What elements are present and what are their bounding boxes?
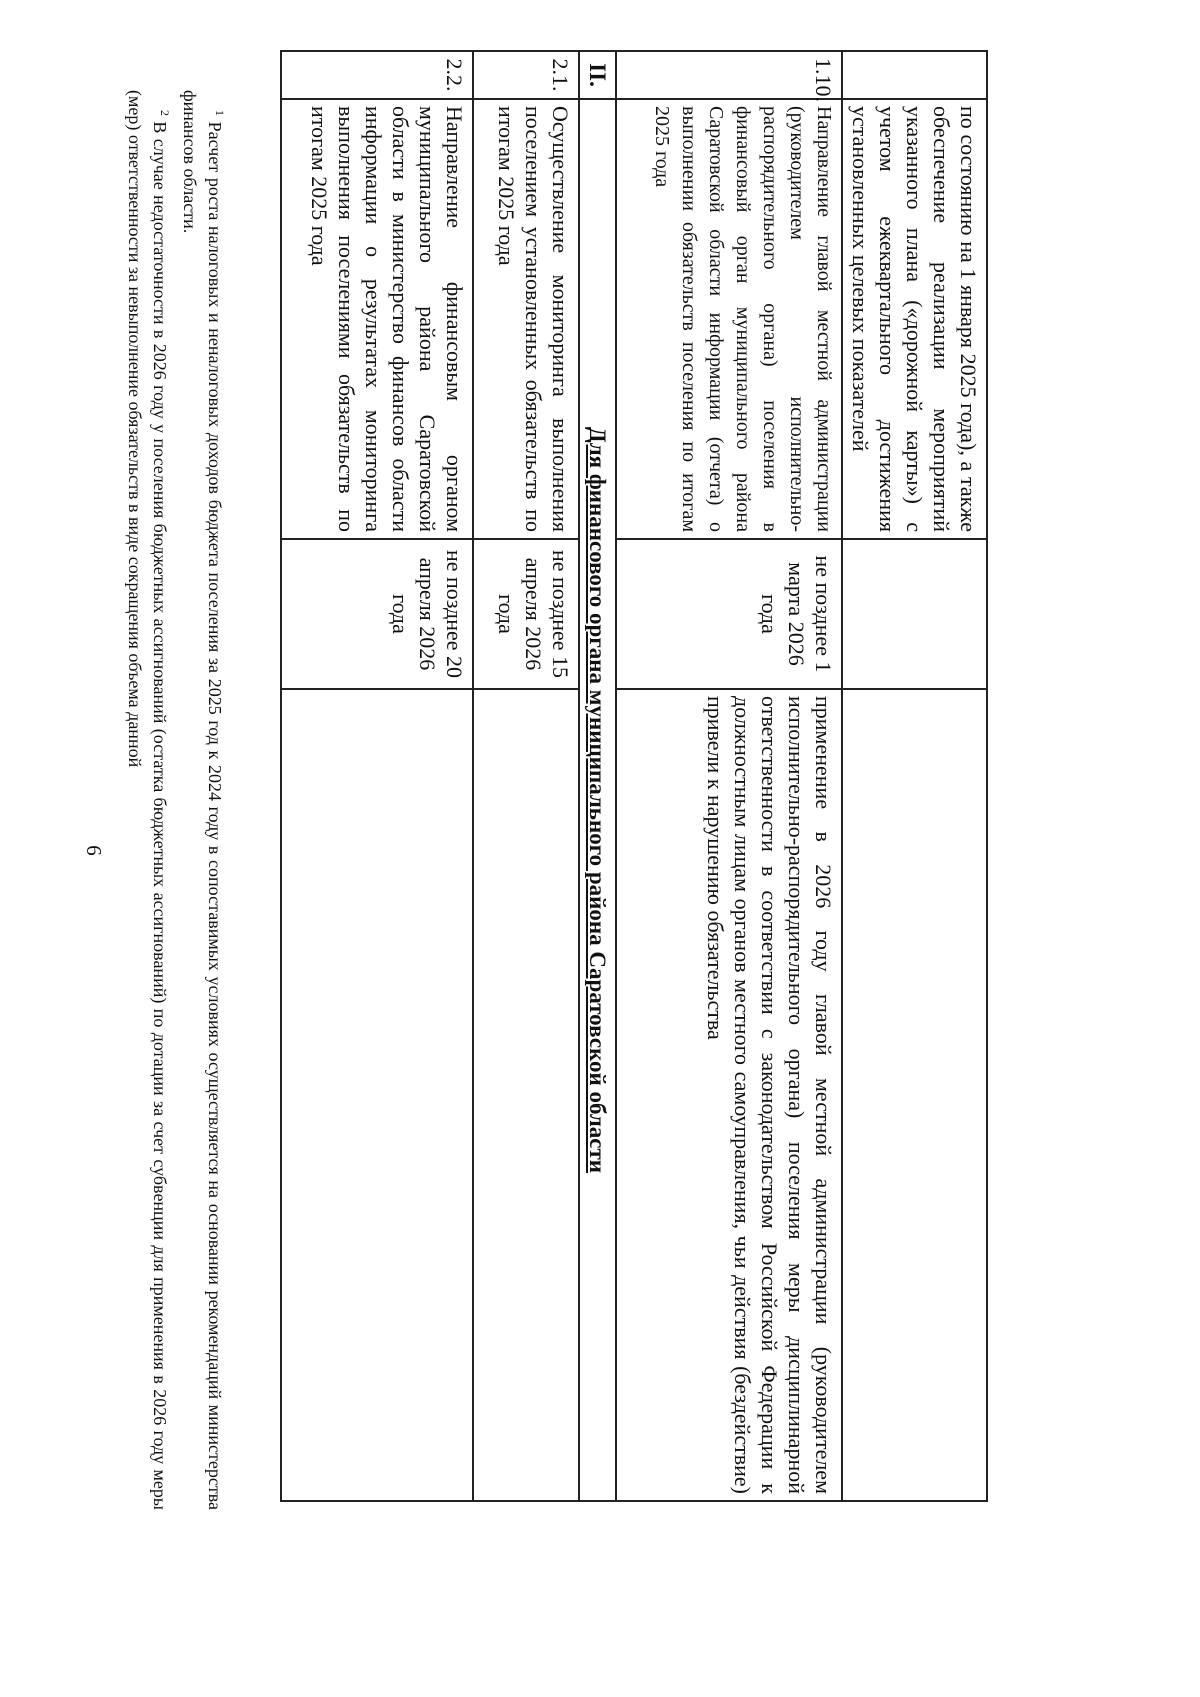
footnotes [122,90,232,1510]
action-cell: Направление финансовым органом муниципального района Саратовской области в министерство финансов области информации о результатах мониторинга выполнения поселениями обязательств по итогам 2025 года [281,99,473,539]
action-cell: Осуществление мониторинга выполнения поселением установленных обязательств по итогам 2025 года [473,99,579,539]
term-cell: не позднее 1 марта 2026 года [616,539,842,689]
term-cell: не позднее 20 апреля 2026 года [281,539,473,689]
table-row [281,51,473,1501]
page-number: 6 [81,845,106,856]
section-number: II. [579,51,616,99]
term-cell: не позднее 15 апреля 2026 года [473,539,579,689]
action-cell: Направление главой местной администрации (руководителем исполнительно-распорядительного органа) поселения в финансовый орган муниципального района Саратовской области информации (отчета) о выполнении обязательств поселения по итогам 2025 года [616,99,842,539]
action-cell: по состоянию на 1 января 2025 года), а также обеспечение реализации мероприятий указанного плана («дорожной карты») с учетом ежеквартального достижения установленных целевых показателей [842,99,987,539]
table-row [473,51,579,1501]
responsibility-cell: применение в 2026 году главой местной администрации (руководителем исполнительно-распорядительного органа) поселения меры дисциплинарной ответственности в соответствии с законодательством Российской Федерации к должностным лицам органов местного самоуправления, чьи действия (бездействие) привели к нарушению обязательства [616,689,842,1501]
footnote-mark: 1 [213,110,227,116]
table-row [616,51,842,1501]
section-title: Для финансового органа муниципального района Саратовской области [579,99,616,1501]
footnote-text: Расчет роста налоговых и неналоговых доходов бюджета поселения за 2025 год к 2024 году в сопоставимых условиях осуществляется на основании рекомендаций министерства финансов области. [180,90,225,1511]
section-row [579,51,616,1501]
term-cell [842,539,987,689]
footnote-mark: 2 [158,110,172,116]
rotated-page-content [0,50,1080,1650]
row-number: 2.1. [473,51,579,99]
footnote [177,90,232,1510]
responsibility-cell [842,689,987,1501]
responsibility-cell [473,689,579,1501]
row-number [842,51,987,99]
footnote-text: В случае недостаточности в 2026 году у поселения бюджетных ассигнований (остатка бюджетных ассигнований) по дотации за счет субвенции для применения в 2026 году меры (мер) ответственности за невыполнение обязательств в виде сокращения объема данной [125,90,170,1510]
row-number: 1.10. [616,51,842,99]
responsibility-cell [281,689,473,1501]
obligations-table [280,50,988,1502]
footnote [122,90,177,1510]
table-row [842,51,987,1501]
row-number: 2.2. [281,51,473,99]
